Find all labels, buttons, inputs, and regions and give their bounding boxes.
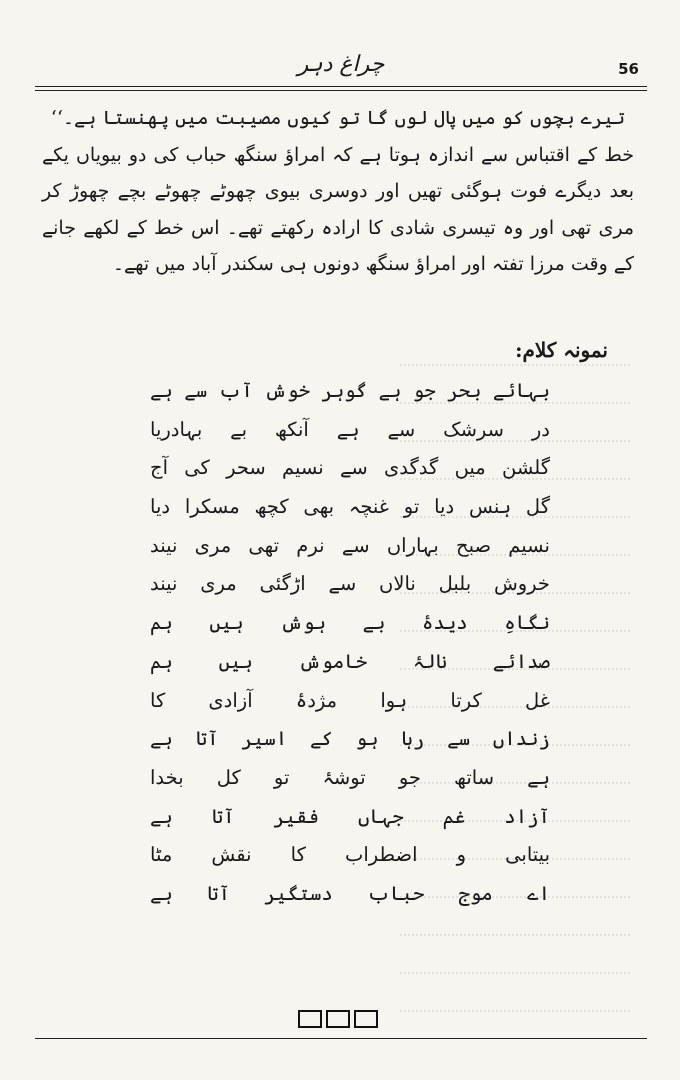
sample-heading: نمونہ کلام: [515,338,608,362]
section-end-ornament [293,1010,383,1032]
poem-verse: گل ہنس دیا تو غنچہ بھی کچھ مسکرا دیا [150,495,550,519]
poem-verse: صدائے نالۂ خاموش ہیں ہم [150,649,550,673]
prose-block [42,100,634,283]
poem-verse: بیتابی و اضطراب کا نقش مٹا [150,843,550,867]
footer-rule [35,1038,647,1039]
poem-verse: زنداں سے رہا ہو کے اسیر آتا ہے [150,727,550,751]
poem-verse: در سرشک سے ہے آنکھ بے بہادریا [150,417,550,441]
poem-verse: ہے ساتھ جو توشۂ تو کل بخدا [150,765,550,789]
quote-line: تیرے بچوں کو میں پال لوں گا تو کیوں مصیبت میں پھنستا ہے۔‘‘ [50,107,626,129]
prose-paragraph: خط کے اقتباس سے اندازہ ہوتا ہے کہ امراؤ سنگھ حباب کی دو بیویاں یکے بعد دیگرے فوت ہوگئی تھیں اور دوسری بیوی چھوٹے چھوٹے بچے چھوڑ کر مری تھی اور وہ تیسری شادی کا ارادہ رکھتے تھے۔ اس خط کے لکھے جانے کے وقت مرزا تفتہ اور امراؤ سنگھ دونوں ہی سکندر آباد میں تھے۔ [42,143,634,276]
ornament-box [326,1010,350,1028]
ornament-box [354,1010,378,1028]
poem [150,372,550,914]
poem-verse: خروش بلبل نالاں سے اڑگئی مری نیند [150,572,550,596]
ornament-box [298,1010,322,1028]
poem-verse: نگاہِ دیدۂ بے ہوش ہیں ہم [150,611,550,635]
poem-verse: گلشن میں گدگدی سے نسیم سحر کی آج [150,456,550,480]
header-rule-secondary [35,90,647,91]
poem-verse: بہائے بحر جو ہے گوہر خوش آب سے ہے [150,379,550,402]
page-number: 56 [618,60,639,78]
header-rule [35,86,647,87]
running-head: چراغ دہر [297,52,385,77]
page-header [35,48,647,88]
poem-verse: غل کرتا ہوا مژدۂ آزادی کا [150,688,550,712]
poem-verse: آزاد غم جہاں فقیر آتا ہے [150,804,550,828]
poem-verse: اے موج حباب دستگیر آتا ہے [150,881,550,905]
poem-verse: نسیم صبح بہاراں سے نرم تھی مری نیند [150,533,550,557]
